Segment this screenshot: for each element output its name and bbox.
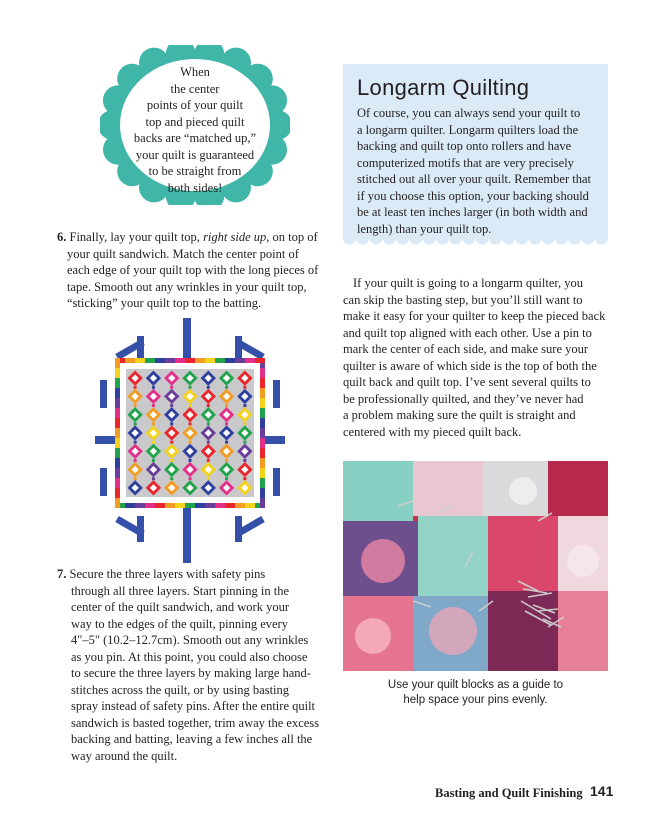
quilt-connector bbox=[170, 404, 173, 407]
border-segment bbox=[260, 398, 265, 408]
border-segment bbox=[115, 438, 120, 448]
quilt-connector bbox=[134, 386, 137, 389]
quilt-connector bbox=[170, 459, 173, 462]
border-segment bbox=[125, 358, 135, 363]
quilt-connector bbox=[225, 477, 228, 480]
border-segment bbox=[260, 418, 265, 428]
border-segment bbox=[115, 458, 120, 468]
step-6-italic: right side up bbox=[203, 230, 267, 244]
quilt-connector bbox=[134, 441, 137, 444]
quilt-connector bbox=[189, 422, 192, 425]
quilt-connector bbox=[189, 459, 192, 462]
border-segment bbox=[115, 468, 120, 478]
quilt-tape-diagram bbox=[95, 318, 285, 563]
quilt-connector bbox=[225, 404, 228, 407]
quilt-connector bbox=[243, 386, 246, 389]
tape-piece bbox=[100, 468, 107, 496]
step-6: 6. Finally, lay your quilt top, right side up, on top of your quilt sandwich. Match the center point of each edge of your quilt top with the long pieces of tape. Smooth out any wrinkles in your quilt top, “sticking” your quilt top to the batting. bbox=[57, 230, 319, 310]
quilt-connector bbox=[207, 404, 210, 407]
quilt-connector bbox=[152, 386, 155, 389]
footer-section-title: Basting and Quilt Finishing bbox=[435, 786, 583, 800]
border-segment bbox=[205, 358, 215, 363]
border-segment bbox=[165, 503, 175, 508]
border-segment bbox=[155, 503, 165, 508]
quilt-connector bbox=[170, 422, 173, 425]
border-segment bbox=[260, 438, 265, 448]
quilt-connector bbox=[134, 404, 137, 407]
callout-line: to be straight from bbox=[148, 164, 242, 178]
border-segment bbox=[165, 358, 175, 363]
border-segment bbox=[135, 358, 145, 363]
border-segment bbox=[175, 503, 185, 508]
quilt-connector bbox=[243, 422, 246, 425]
border-segment bbox=[215, 503, 225, 508]
step-7: 7. Secure the three layers with safety pins through all three layers. Start pinning in the center of the quilt sandwich, and work your way to the edges of the quilt, pinning every 4"–5" (10.2–12.7cm). Smooth out any wrinkles as you pin. At this point, you could also choose to secure the three layers by making large hand- stitches across the quilt, or by using basting spray instead of safety pins. After the entire quilt sandwich is basted together, trim away the excess backing and batting, leaving a few inches all the way around the quilt. bbox=[57, 567, 320, 763]
photo-illustration bbox=[343, 461, 608, 671]
tape-piece bbox=[137, 336, 144, 360]
tape-piece bbox=[235, 516, 242, 542]
quilt-connector bbox=[207, 459, 210, 462]
page-number: 141 bbox=[590, 783, 614, 799]
quilt-connector bbox=[170, 477, 173, 480]
quilt-connector bbox=[134, 422, 137, 425]
border-segment bbox=[260, 498, 265, 508]
border-segment bbox=[125, 503, 135, 508]
quilt-connector bbox=[134, 459, 137, 462]
callout-line: the center bbox=[170, 81, 220, 96]
border-segment bbox=[260, 378, 265, 388]
border-segment bbox=[115, 478, 120, 488]
border-segment bbox=[235, 503, 245, 508]
border-segment bbox=[215, 358, 225, 363]
quilt-connector bbox=[170, 441, 173, 444]
border-segment bbox=[145, 503, 155, 508]
border-segment bbox=[225, 358, 235, 363]
quilt-connector bbox=[225, 441, 228, 444]
border-segment bbox=[260, 368, 265, 378]
callout-line: When bbox=[180, 65, 210, 79]
border-segment bbox=[115, 488, 120, 498]
border-segment bbox=[260, 478, 265, 488]
border-segment bbox=[135, 503, 145, 508]
callout-line: points of your quilt bbox=[146, 98, 244, 112]
quilt-connector bbox=[152, 422, 155, 425]
border-segment bbox=[115, 368, 120, 378]
border-segment bbox=[115, 358, 120, 368]
border-segment bbox=[195, 358, 205, 363]
callout-line: your quilt is guaranteed bbox=[135, 147, 255, 162]
sidebar-title: Longarm Quilting bbox=[357, 75, 530, 100]
callout-line: top and pieced quilt bbox=[145, 114, 245, 129]
callout-line: both sides! bbox=[167, 180, 223, 195]
border-segment bbox=[195, 503, 205, 508]
border-segment bbox=[145, 358, 155, 363]
border-segment bbox=[115, 428, 120, 438]
quilt-connector bbox=[207, 477, 210, 480]
quilt-connector bbox=[152, 477, 155, 480]
tape-piece bbox=[100, 380, 107, 408]
border-segment bbox=[260, 448, 265, 458]
photo-caption: Use your quilt blocks as a guide to help space your pins evenly. bbox=[387, 679, 564, 706]
quilt-connector bbox=[189, 404, 192, 407]
quilt-connector bbox=[243, 441, 246, 444]
border-segment bbox=[115, 398, 120, 408]
quilt-connector bbox=[152, 404, 155, 407]
quilt-connector bbox=[189, 477, 192, 480]
border-segment bbox=[115, 448, 120, 458]
step-6-number: 6. bbox=[57, 230, 67, 244]
quilt-pins-photo bbox=[343, 461, 608, 671]
border-segment bbox=[205, 503, 215, 508]
border-segment bbox=[115, 418, 120, 428]
border-segment bbox=[175, 358, 185, 363]
border-segment bbox=[235, 358, 245, 363]
quilt-connector bbox=[207, 441, 210, 444]
quilt-connector bbox=[225, 459, 228, 462]
quilt-connector bbox=[243, 477, 246, 480]
border-segment bbox=[260, 488, 265, 498]
quilt-connector bbox=[225, 422, 228, 425]
callout-line: backs are “matched up,” bbox=[133, 131, 257, 145]
border-segment bbox=[245, 358, 255, 363]
quilt-connector bbox=[243, 404, 246, 407]
quilt-connector bbox=[243, 459, 246, 462]
tape-piece bbox=[273, 380, 280, 408]
tape-piece bbox=[235, 336, 242, 360]
border-segment bbox=[225, 503, 235, 508]
quilt-connector bbox=[152, 441, 155, 444]
border-segment bbox=[260, 388, 265, 398]
border-segment bbox=[260, 408, 265, 418]
border-segment bbox=[185, 358, 195, 363]
border-segment bbox=[255, 358, 265, 363]
border-segment bbox=[115, 378, 120, 388]
border-segment bbox=[260, 428, 265, 438]
border-segment bbox=[260, 468, 265, 478]
border-segment bbox=[245, 503, 255, 508]
step-7-number: 7. bbox=[57, 567, 67, 581]
quilt-connector bbox=[225, 386, 228, 389]
quilt-connector bbox=[170, 386, 173, 389]
quilt-connector bbox=[189, 441, 192, 444]
tape-piece bbox=[273, 468, 280, 496]
quilt-connector bbox=[189, 386, 192, 389]
border-segment bbox=[115, 388, 120, 398]
scallop-edge-bump bbox=[343, 234, 356, 245]
border-segment bbox=[115, 408, 120, 418]
sidebar-body: Of course, you can always send your quilt to a longarm quilter. Longarm quilters load the backing and quilt top onto rollers and have computerized motifs that are very precisely stitched out all over your quilt. Remember that if you choose this option, your backing should be at least ten inches larger (in both width and length) than your quilt top. bbox=[357, 106, 591, 236]
callout-text bbox=[120, 64, 270, 196]
quilt-connector bbox=[134, 477, 137, 480]
border-segment bbox=[115, 498, 120, 508]
quilt-connector bbox=[207, 422, 210, 425]
border-segment bbox=[185, 503, 195, 508]
border-segment bbox=[155, 358, 165, 363]
border-segment bbox=[260, 458, 265, 468]
quilt-connector bbox=[152, 459, 155, 462]
tape-piece bbox=[137, 516, 144, 542]
quilt-connector bbox=[207, 386, 210, 389]
body-paragraph: If your quilt is going to a longarm quilter, you can skip the basting step, but you’ll still want to make it easy for your quilter to keep the pieced back and quilt top aligned with each other. Use a pin to mark the center of each side, and make sure your quilter is aware of which side is the top of both the quilt back and quilt top. I’ve sent several quilts to be professionally quilted, and they’ve never had a problem making sure the quilt is straight and centered with my pieced quilt back. bbox=[343, 276, 606, 439]
